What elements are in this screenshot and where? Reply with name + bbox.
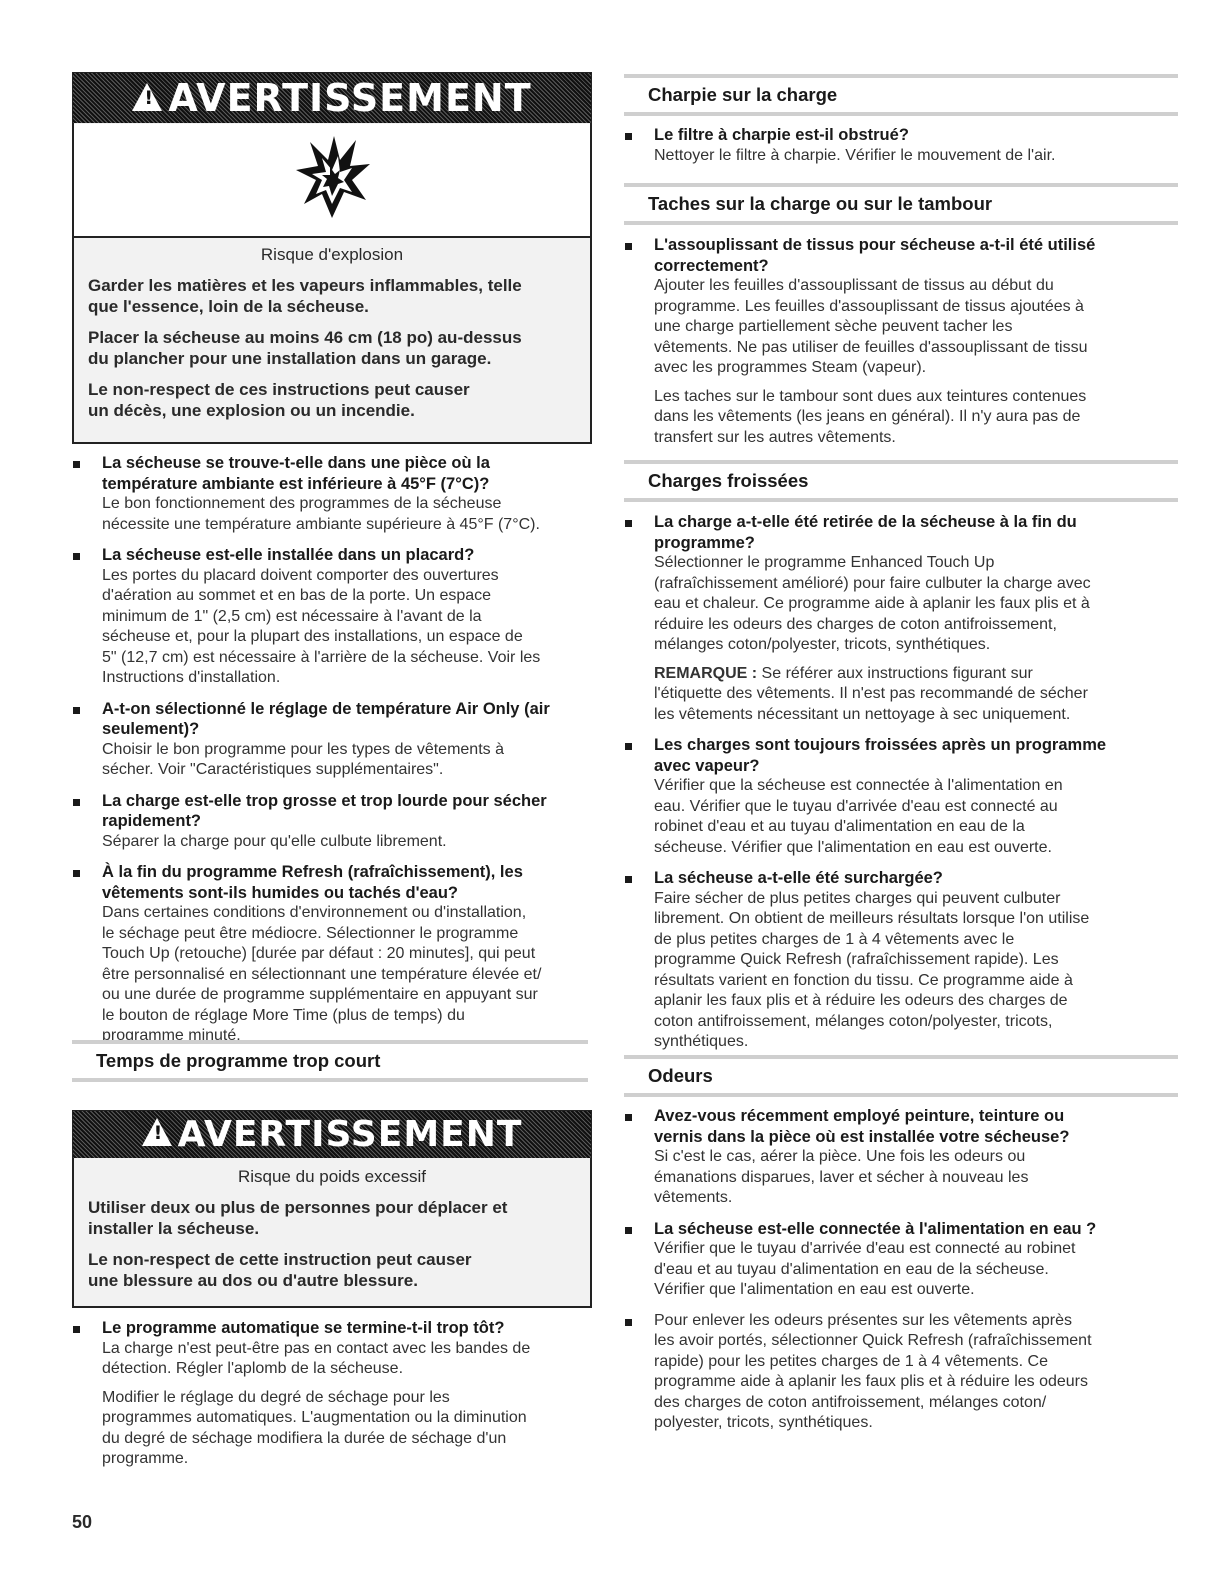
lint-list (624, 125, 1164, 166)
question: Avez-vous récemment employé peinture, teinture ou vernis dans la pièce où est installée votre sécheuse? (654, 1107, 1070, 1146)
answer: Nettoyer le filtre à charpie. Vérifier le mouvement de l'air. (654, 146, 1056, 164)
short-cycle-list (72, 1318, 597, 1470)
warning-text (74, 1166, 590, 1306)
list-item (624, 868, 1164, 1053)
section-heading-wrinkled: Charges froissées (624, 460, 1178, 502)
warning-paragraph: Utiliser deux ou plus de personnes pour déplacer et installer la sécheuse. (88, 1198, 508, 1238)
warning-paragraph: Le non-respect de cette instruction peut causer une blessure au dos ou d'autre blessure. (88, 1250, 472, 1290)
answer: Sélectionner le programme Enhanced Touch Up (rafraîchissement amélioré) pour faire culbuter la charge avec eau et chaleur. Ce programme aide à aplanir les faux plis et à réduire les odeurs des charges de coton antifroissement, mélanges coton/polyester, tricots, synthétiques. (654, 554, 1091, 653)
note (654, 664, 1164, 726)
note-label: REMARQUE : (654, 664, 758, 682)
question: La sécheuse est-elle connectée à l'alimentation en eau ? (654, 1219, 1097, 1238)
answer: La charge n'est peut-être pas en contact avec les bandes de détection. Régler l'aplomb de la sécheuse. (102, 1339, 531, 1377)
explosion-warning-box (72, 72, 592, 444)
question: A-t-on sélectionné le réglage de température Air Only (air seulement)? (102, 699, 550, 738)
list-item (72, 1318, 597, 1470)
warning-banner-label: AVERTISSEMENT (168, 76, 532, 120)
section-heading-odors: Odeurs (624, 1055, 1178, 1097)
question: L'assouplissant de tissus pour sécheuse a-t-il été utilisé correctement? (654, 236, 1096, 275)
answer: Vérifier que la sécheuse est connectée à l'alimentation en eau. Vérifier que le tuyau d'arrivée d'eau est connecté au robinet d'eau et au tuyau d'alimentation en eau de la sécheuse. Vérifier que l'alimentation en eau est ouverte. (654, 777, 1063, 856)
question: À la fin du programme Refresh (rafraîchissement), les vêtements sont-ils humides ou tachés d'eau? (102, 863, 523, 902)
answer: Pour enlever les odeurs présentes sur les vêtements après les avoir portés, sélectionner Quick Refresh (rafraîchissement rapide) pour les petites charges de 1 à 4 vêtements. Ce programme aide à aplanir les faux plis et à réduire les odeurs des charges de coton antifroissement, mélanges coton/ polyester, tricots, synthétiques. (654, 1311, 1092, 1431)
answer: Faire sécher de plus petites charges qui peuvent culbuter librement. On obtient de meilleurs résultats lorsque l'on utilise de plus petites charges de 1 à 4 vêtements avec le programme Quick Refresh (rafraîchissement rapide). Les résultats varient en fonction du tissu. Ce programme aide à aplanir les faux plis et à réduire les odeurs des charges de coton antifroissement, mélanges coton/polyester, tricots, synthétiques. (654, 889, 1090, 1050)
warning-banner (73, 1111, 591, 1158)
list-item (72, 545, 597, 689)
question: La sécheuse se trouve-t-elle dans une pièce où la température ambiante est inférieure à 45°F (7°C)? (102, 454, 490, 493)
list-item (624, 125, 1164, 166)
answer: Ajouter les feuilles d'assouplissant de tissus au début du programme. Les feuilles d'assouplissant de tissus ajoutées à une charge partiellement sèche peuvent tacher les vêtements. Ne pas utiliser de feuilles d'assouplissant de tissu avec les programmes Steam (vapeur). (654, 277, 1088, 376)
list-item (624, 1219, 1164, 1301)
warning-text (74, 244, 590, 442)
weight-warning-box (72, 1110, 592, 1308)
section-heading-stains: Taches sur la charge ou sur le tambour (624, 183, 1178, 225)
answer: Dans certaines conditions d'environnement ou d'installation, le séchage peut être médiocre. Sélectionner le programme Touch Up (retouche) [durée par défaut : 20 minutes], qui peut être personnalisé en sélectionnant une température élevée et/ ou une durée de programme supplémentaire en appuyant sur le bouton de réglage More Time (plus de temps) du programme minuté. (102, 904, 542, 1044)
answer-extra: Modifier le réglage du degré de séchage pour les programmes automatiques. L'augmentation ou la diminution du degré de séchage modifiera la durée de séchage d'un programme. (102, 1388, 527, 1467)
answer: Séparer la charge pour qu'elle culbute librement. (102, 832, 447, 850)
stains-list (624, 235, 1164, 448)
explosion-icon (292, 134, 372, 224)
list-item (72, 862, 597, 1047)
answer-extra: Les taches sur le tambour sont dues aux teintures contenues dans les vêtements (les jeans en général). Il n'y aura pas de transfert sur les autres vêtements. (654, 387, 1087, 446)
list-item (624, 1311, 1164, 1434)
list-item (72, 699, 597, 781)
wrinkled-list (624, 512, 1164, 1053)
list-item (624, 512, 1164, 725)
question: La charge a-t-elle été retirée de la sécheuse à la fin du programme? (654, 513, 1077, 552)
list-item (624, 235, 1164, 448)
answer: Choisir le bon programme pour les types de vêtements à sécher. Voir "Caractéristiques supplémentaires". (102, 740, 504, 778)
question: Les charges sont toujours froissées après un programme avec vapeur? (654, 736, 1107, 775)
warning-paragraph: Placer la sécheuse au moins 46 cm (18 po) au-dessus du plancher pour une installation dans un garage. (88, 328, 522, 368)
question: La sécheuse a-t-elle été surchargée? (654, 869, 943, 887)
warning-title: Risque du poids excessif (237, 1167, 427, 1186)
warning-paragraph: Le non-respect de ces instructions peut causer un décès, une explosion ou un incendie. (88, 380, 470, 420)
list-item (624, 1106, 1164, 1209)
page-number: 50 (72, 1512, 93, 1532)
question: Le programme automatique se termine-t-il trop tôt? (102, 1319, 505, 1337)
section-heading-short-cycle: Temps de programme trop court (72, 1040, 588, 1082)
warning-paragraph: Garder les matières et les vapeurs inflammables, telle que l'essence, loin de la sécheuse. (88, 276, 522, 316)
list-item (72, 453, 597, 535)
question: Le filtre à charpie est-il obstrué? (654, 126, 909, 144)
answer: Les portes du placard doivent comporter des ouvertures d'aération au sommet et en bas de la porte. Un espace minimum de 1" (2,5 cm) est nécessaire à l'avant de la sécheuse et, pour la plupart des installations, un espace de 5" (12,7 cm) est nécessaire à l'arrière de la sécheuse. Voir les Instructions d'installation. (102, 566, 541, 686)
warning-title: Risque d'explosion (260, 245, 404, 264)
odors-list (624, 1106, 1164, 1434)
section-heading-lint: Charpie sur la charge (624, 74, 1178, 116)
explosion-pictogram (74, 124, 590, 238)
warning-triangle-icon: ! (132, 83, 162, 111)
warning-banner-label: AVERTISSEMENT (177, 1114, 523, 1155)
note-text: Se référer aux instructions figurant sur l'étiquette des vêtements. Il n'est pas recommandé de sécher les vêtements nécessitant un nettoyage à sec uniquement. (654, 664, 1088, 723)
warning-triangle-icon: ! (142, 1118, 172, 1146)
left-troubleshooting-list (72, 453, 597, 1047)
list-item (624, 735, 1164, 858)
question: La sécheuse est-elle installée dans un placard? (102, 546, 475, 564)
warning-banner (73, 73, 591, 123)
answer: Si c'est le cas, aérer la pièce. Une fois les odeurs ou émanations disparues, laver et sécher à nouveau les vêtements. (654, 1148, 1029, 1206)
list-item (72, 791, 597, 853)
answer: Vérifier que le tuyau d'arrivée d'eau est connecté au robinet d'eau et au tuyau d'alimentation en eau de la sécheuse. Vérifier que l'alimentation en eau est ouverte. (654, 1240, 1076, 1298)
answer: Le bon fonctionnement des programmes de la sécheuse nécessite une température ambiante supérieure à 45°F (7°C). (102, 495, 540, 533)
question: La charge est-elle trop grosse et trop lourde pour sécher rapidement? (102, 791, 547, 830)
